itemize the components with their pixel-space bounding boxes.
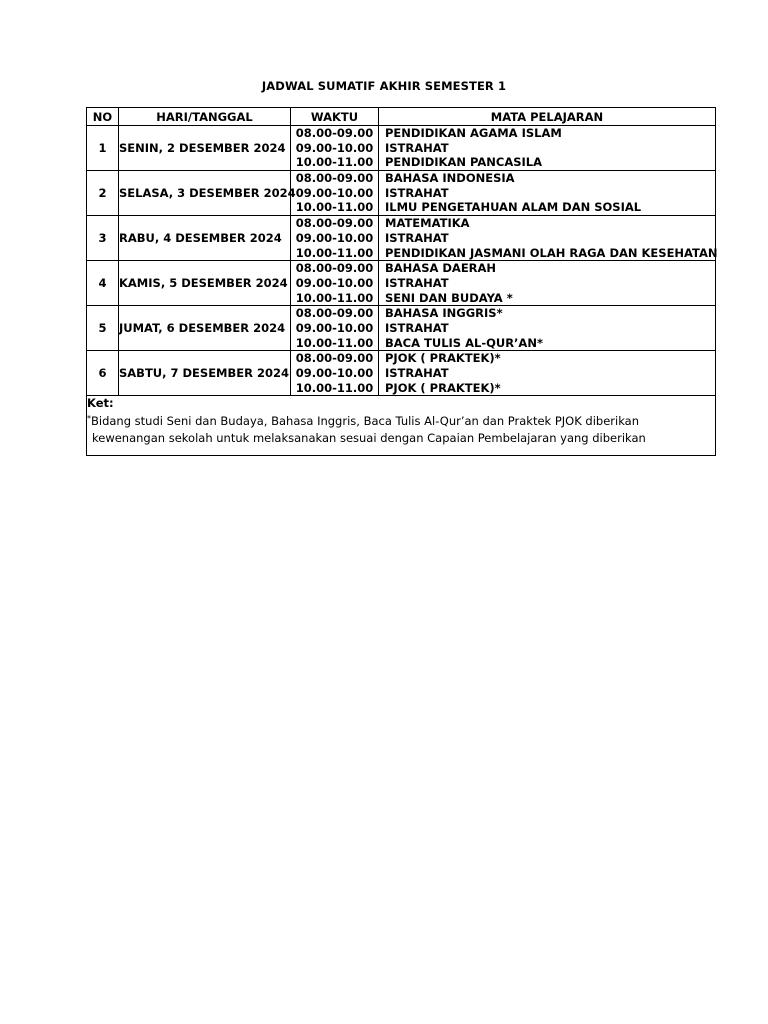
subject-item: PENDIDIKAN PANCASILA <box>385 155 543 170</box>
schedule-body <box>87 126 716 396</box>
time-slot: 10.00-11.00 <box>295 290 374 305</box>
note-row <box>87 396 716 456</box>
row-times <box>291 306 379 351</box>
table-row <box>87 126 716 171</box>
row-subjects <box>379 351 716 396</box>
time-slot: 08.00-09.00 <box>295 216 374 231</box>
header-no: NO <box>87 108 119 126</box>
row-number: 2 <box>87 171 119 216</box>
header-subject: MATA PELAJARAN <box>379 108 716 126</box>
time-slot: 10.00-11.00 <box>295 335 374 350</box>
table-row <box>87 216 716 261</box>
time-slot: 08.00-09.00 <box>295 126 374 140</box>
subject-item: ISTRAHAT <box>385 366 449 380</box>
row-subjects <box>379 216 716 261</box>
subject-item: PJOK ( PRAKTEK)* <box>385 351 501 366</box>
row-number: 3 <box>87 216 119 261</box>
row-number: 6 <box>87 351 119 396</box>
row-subjects <box>379 261 716 306</box>
header-day: HARI/TANGGAL <box>119 108 291 126</box>
row-times <box>291 351 379 396</box>
subject-item: PENDIDIKAN AGAMA ISLAM <box>385 126 562 140</box>
row-subjects <box>379 126 716 171</box>
table-row <box>87 261 716 306</box>
time-slot: 09.00-10.00 <box>295 185 374 200</box>
row-day: SELASA, 3 DESEMBER 2024 <box>119 171 291 216</box>
table-row <box>87 171 716 216</box>
row-number: 4 <box>87 261 119 306</box>
row-day: KAMIS, 5 DESEMBER 2024 <box>119 261 291 306</box>
time-slot: 10.00-11.00 <box>295 155 374 170</box>
subject-item: BAHASA DAERAH <box>385 261 497 276</box>
time-slot: 10.00-11.00 <box>295 200 374 215</box>
row-day: SABTU, 7 DESEMBER 2024 <box>119 351 291 396</box>
row-subjects <box>379 171 716 216</box>
subject-item: ISTRAHAT <box>385 185 449 200</box>
subject-item: BACA TULIS AL-QUR’AN* <box>385 335 543 350</box>
time-slot: 09.00-10.00 <box>295 230 374 245</box>
subject-item: ISTRAHAT <box>385 140 449 155</box>
table-row <box>87 351 716 396</box>
row-times <box>291 126 379 171</box>
row-number: 1 <box>87 126 119 171</box>
table-row <box>87 306 716 351</box>
row-times <box>291 216 379 261</box>
time-slot: 08.00-09.00 <box>295 261 374 276</box>
row-number: 5 <box>87 306 119 351</box>
time-slot: 09.00-10.00 <box>295 140 374 155</box>
subject-item: ILMU PENGETAHUAN ALAM DAN SOSIAL <box>385 200 642 215</box>
subject-item: BAHASA INGGRIS* <box>385 306 503 321</box>
time-slot: 10.00-11.00 <box>295 380 374 395</box>
note-label: Ket: <box>87 396 114 411</box>
subject-item: MATEMATIKA <box>385 216 470 231</box>
row-day: RABU, 4 DESEMBER 2024 <box>119 216 291 261</box>
note-marker: * <box>87 414 91 424</box>
row-subjects <box>379 306 716 351</box>
document-title: JADWAL SUMATIF AKHIR SEMESTER 1 <box>261 79 507 93</box>
subject-item: ISTRAHAT <box>385 230 449 245</box>
time-slot: 09.00-10.00 <box>295 366 374 380</box>
time-slot: 08.00-09.00 <box>295 306 374 321</box>
note-body: Bidang studi Seni dan Budaya, Bahasa Inggris, Baca Tulis Al-Qur’an dan Praktek PJOK diberikan kewenangan sekolah untuk melaksanakan sesuai dengan Capaian Pembelajaran yang diberikan <box>91 414 646 446</box>
row-day: JUMAT, 6 DESEMBER 2024 <box>119 306 291 351</box>
subject-item: ISTRAHAT <box>385 275 449 290</box>
row-day: SENIN, 2 DESEMBER 2024 <box>119 126 291 171</box>
note-cell <box>87 396 716 456</box>
time-slot: 08.00-09.00 <box>295 351 374 366</box>
time-slot: 09.00-10.00 <box>295 320 374 335</box>
subject-item: PJOK ( PRAKTEK)* <box>385 380 501 395</box>
header-time: WAKTU <box>291 108 379 126</box>
schedule-table <box>86 107 716 456</box>
table-header-row <box>87 108 716 126</box>
time-slot: 08.00-09.00 <box>295 171 374 186</box>
subject-item: ISTRAHAT <box>385 320 449 335</box>
row-times <box>291 261 379 306</box>
time-slot: 09.00-10.00 <box>295 275 374 290</box>
subject-item: PENDIDIKAN JASMANI OLAH RAGA DAN KESEHATAN <box>385 245 718 260</box>
time-slot: 10.00-11.00 <box>295 245 374 260</box>
note-text <box>87 410 715 447</box>
subject-item: SENI DAN BUDAYA * <box>385 290 513 305</box>
row-times <box>291 171 379 216</box>
subject-item: BAHASA INDONESIA <box>385 171 515 186</box>
